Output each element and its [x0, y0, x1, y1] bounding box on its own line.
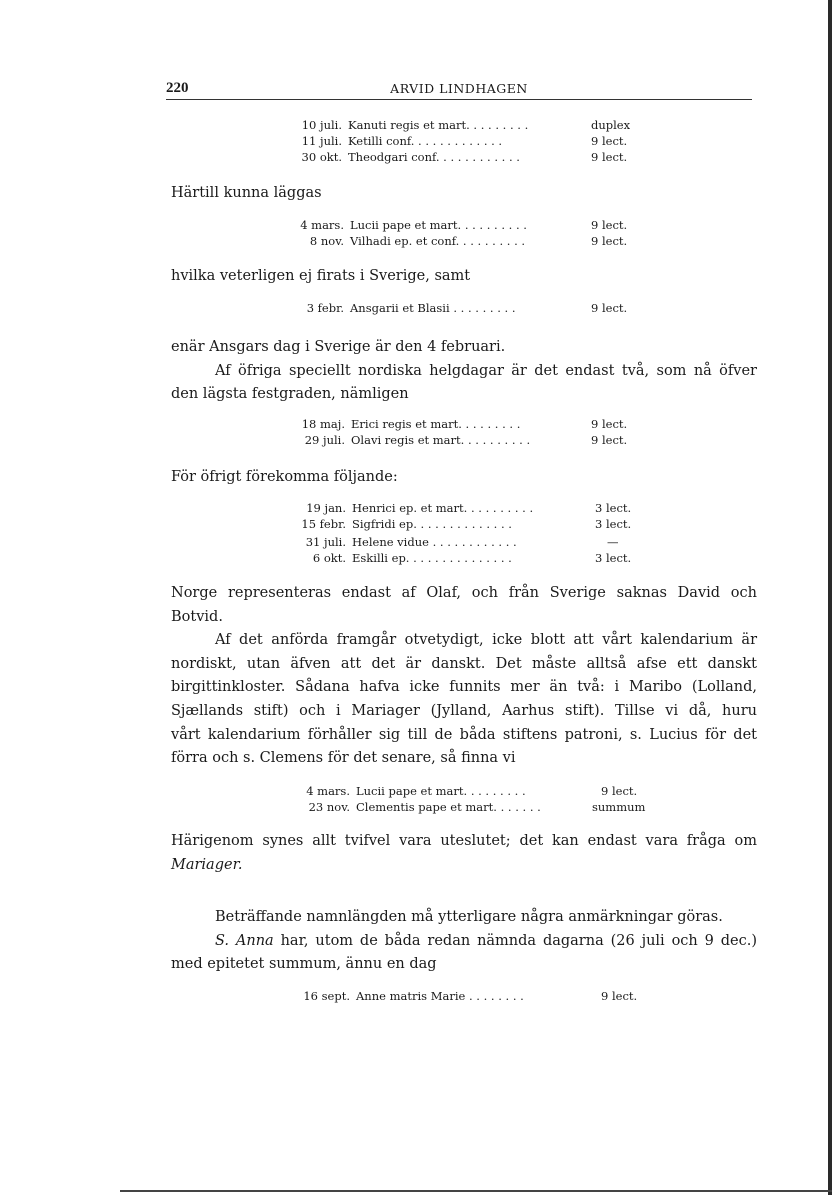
feast-name: Ketilli conf.	[348, 134, 415, 148]
paragraph-7	[171, 906, 757, 977]
paragraph-6	[171, 830, 757, 877]
feast-name: Theodgari conf.	[348, 150, 440, 164]
feast-date: 29 juli.	[304, 433, 345, 447]
feast-rank: 3 lect.	[595, 517, 632, 531]
feast-name: Erici regis et mart.	[351, 417, 462, 431]
text-line: Af det anförda framgår otvetydigt, icke blott att vårt kalendarium är	[215, 632, 757, 649]
feast-rank: 9 lect.	[591, 433, 628, 447]
text-line: den lägsta festgraden, nämligen	[171, 386, 409, 403]
feast-rank: —	[607, 535, 619, 549]
list-item	[308, 799, 646, 815]
list-item	[301, 149, 628, 165]
page-header	[166, 80, 752, 100]
text-fragment: har, utom de båda redan nämnda dagarna (26 juli och 9 dec.)	[280, 932, 758, 949]
text-line: Härigenom synes allt tvifvel vara uteslutet; det kan endast vara fråga om	[171, 833, 757, 849]
leader-dots: . . . . . . . . . . . .	[418, 134, 503, 148]
feast-date: 4 mars.	[306, 784, 350, 798]
header-rule	[166, 99, 752, 100]
text-line: Norge representeras endast af Olaf, och från Sverige saknas David och	[171, 585, 757, 601]
text-line: vårt kalendarium förhåller sig till de båda stiftens patroni, s. Lucius för det	[171, 726, 757, 743]
text-line: För öfrigt förekomma följande:	[171, 469, 398, 485]
feast-date: 4 mars.	[300, 218, 344, 232]
feast-rank: 3 lect.	[595, 551, 632, 565]
text-line: nordiskt, utan äfven att det är danskt. Det måste alltså afse ett danskt	[171, 655, 757, 672]
list-item	[306, 500, 632, 516]
leader-dots: . . . . . . . .	[465, 417, 521, 431]
leader-dots: . . . . . . . . .	[467, 433, 531, 447]
feast-name: Sigfridi ep.	[352, 517, 417, 531]
text-line	[171, 854, 757, 878]
leader-dots: . . . . . . . . .	[464, 218, 527, 232]
feast-date: 30 okt.	[301, 150, 342, 164]
list-item	[305, 534, 619, 550]
feast-name: Olavi regis et mart.	[351, 433, 465, 447]
leader-dots: . . . . . . . . . . . . . .	[413, 551, 512, 565]
text-line: birgittinkloster. Sådana hafva icke funnits mer än två: i Maribo (Lolland,	[171, 679, 757, 696]
feast-rank: 9 lect.	[591, 218, 628, 232]
feast-name: Helene vidue	[352, 535, 429, 549]
feast-date: 8 nov.	[309, 234, 344, 248]
feast-date: 15 febr.	[301, 517, 346, 531]
running-title: ARVID LINDHAGEN	[390, 81, 528, 96]
text-line: förra och s. Clemens för det senare, så finna vi	[171, 750, 516, 767]
feast-date: 31 juli.	[305, 535, 346, 549]
feast-date: 10 juli.	[301, 118, 342, 132]
feast-name: Anne matris Marie	[356, 989, 466, 1003]
paragraph-2	[171, 265, 757, 289]
feast-rank: summum	[592, 800, 646, 814]
feast-name: Kanuti regis et mart.	[348, 118, 470, 132]
feast-name: Vilhadi ep. et conf.	[350, 234, 460, 248]
italic-place-name: Mariager.	[171, 856, 243, 873]
scan-edge-bottom	[120, 1190, 832, 1192]
list-item	[300, 217, 628, 233]
leader-dots: . . . . . . . . .	[470, 501, 534, 515]
list-item	[303, 988, 638, 1004]
list-item	[306, 300, 628, 316]
feast-rank: 9 lect.	[601, 784, 638, 798]
feast-date: 3 febr.	[306, 301, 344, 315]
leader-dots: . . . . . .	[500, 800, 541, 814]
list-item	[309, 233, 628, 249]
feast-name: Lucii pape et mart.	[356, 784, 468, 798]
text-line: Härtill kunna läggas	[171, 185, 322, 201]
feast-date: 6 okt.	[312, 551, 346, 565]
list-item	[301, 133, 628, 149]
leader-dots: . . . . . . . .	[470, 784, 526, 798]
feast-date: 16 sept.	[303, 989, 350, 1003]
leader-dots: . . . . . . . . . . . .	[432, 535, 517, 549]
feast-rank: 9 lect.	[591, 150, 628, 164]
feast-name: Ansgarii et Blasii	[350, 301, 450, 315]
paragraph-5	[171, 582, 757, 771]
text-line: Beträffande namnlängden må ytterligare några anmärkningar göras.	[215, 909, 723, 925]
scan-edge	[828, 0, 832, 1195]
feast-date: 23 nov.	[308, 800, 350, 814]
feast-name: Henrici ep. et mart.	[352, 501, 468, 515]
feast-rank: 9 lect.	[591, 417, 628, 431]
text-line: Af öfriga speciellt nordiska helgdagar är det endast två, som nå öfver	[215, 362, 757, 379]
text-line: Sjællands stift) och i Mariager (Jylland, Aarhus stift). Tillse vi då, huru	[171, 702, 757, 719]
feast-name: Lucii pape et mart.	[350, 218, 462, 232]
list-item	[304, 432, 628, 448]
paragraph-3	[171, 336, 757, 407]
feast-rank: 9 lect.	[591, 134, 628, 148]
leader-dots: . . . . . . . . .	[453, 301, 516, 315]
feast-rank: 3 lect.	[595, 501, 632, 515]
feast-date: 11 juli.	[301, 134, 342, 148]
leader-dots: . . . . . . . . . . . . .	[420, 517, 512, 531]
feast-name: Clementis pape et mart.	[356, 800, 497, 814]
feast-date: 18 maj.	[301, 417, 345, 431]
page-number: 220	[166, 80, 189, 96]
leader-dots: . . . . . . . . .	[462, 234, 526, 248]
feast-rank: 9 lect.	[591, 234, 628, 248]
paragraph-1	[171, 182, 757, 206]
feast-name: Eskilli ep.	[352, 551, 410, 565]
text-line: enär Ansgars dag i Sverige är den 4 februari.	[171, 339, 506, 355]
italic-saint-name: S. Anna	[215, 932, 274, 949]
text-line: med epitetet summum, ännu en dag	[171, 956, 437, 973]
paragraph-4	[171, 466, 757, 490]
list-item	[306, 783, 638, 799]
feast-date: 19 jan.	[306, 501, 346, 515]
list-item	[312, 550, 632, 566]
text-line: Botvid.	[171, 608, 223, 625]
list-item	[301, 516, 632, 532]
text-line: hvilka veterligen ej firats i Sverige, samt	[171, 268, 471, 284]
feast-rank: 9 lect.	[591, 301, 628, 315]
text-line	[171, 930, 757, 954]
list-item	[301, 117, 631, 133]
list-item	[301, 416, 628, 432]
feast-rank: duplex	[591, 118, 631, 132]
leader-dots: . . . . . . . . . . .	[443, 150, 520, 164]
leader-dots: . . . . . . . .	[473, 118, 529, 132]
leader-dots: . . . . . . . .	[468, 989, 524, 1003]
feast-rank: 9 lect.	[601, 989, 638, 1003]
